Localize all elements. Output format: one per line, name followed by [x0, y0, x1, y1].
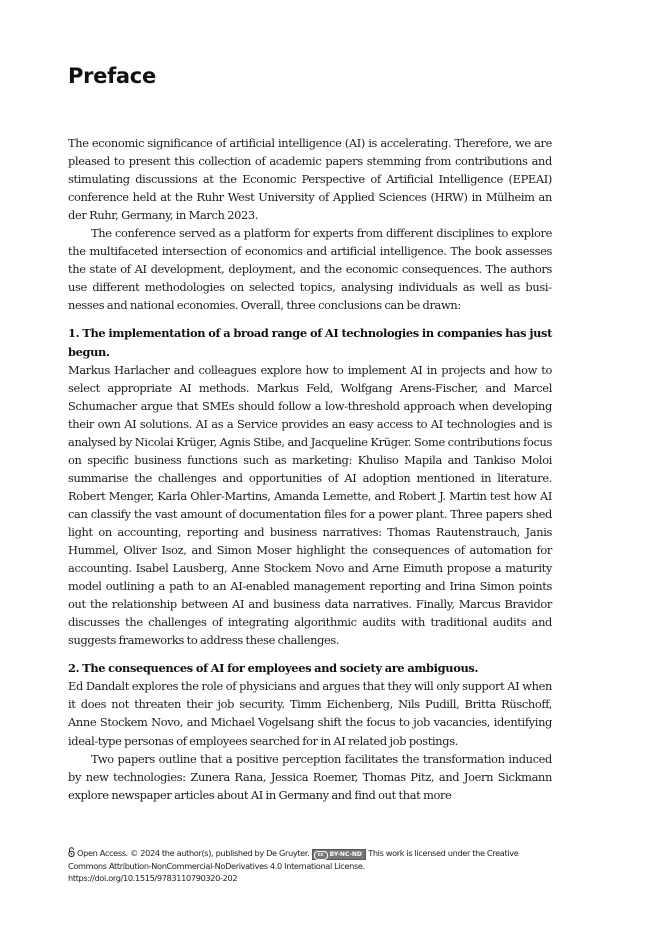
intro-paragraph-1: The economic significance of artificial intelligence (AI) is accelerating. Therefore, we are pleased to present this collection of academic papers stemming from contributions and stimulating discussions at the Economic Perspective of Artificial Intelligence (EPEAI) conference held at the Ruhr West University of Applied Sciences (HRW) in Mülheim an der Ruhr, Germany, in March 2023. — [68, 136, 552, 223]
section-heading-2: 2. The consequences of AI for employees and society are ambiguous. — [68, 661, 479, 676]
cc-badge-label: BY-NC-ND — [329, 851, 362, 858]
body-text — [68, 134, 552, 804]
intro-paragraph-2: The conference served as a platform for experts from different disciplines to explore the multifaceted intersection of economics and artificial intelligence. The book assesses the state of AI development, deployment, and the economic consequences. The authors use different methodologies on selected topics, analysing individuals as well as businesses and national economies. Overall, three conclusions can be drawn: — [68, 226, 552, 313]
license-text: This work is licensed under the Creative Commons Attribution-NonCommercial-NoDerivatives 4.0 International License. — [68, 848, 519, 871]
section-1-paragraph-1: Markus Harlacher and colleagues explore how to implement AI in projects and how to select appropriate AI methods. Markus Feld, Wolfgang Arens-Fischer, and Marcel Schumacher argue that SMEs should follow a low-threshold approach when developing their own AI solutions. AI as a Service provides an easy access to AI technologies and is analysed by Nicolai Krüger, Agnis Stibe, and Jacqueline Krüger. Some contributions focus on specific business functions such as marketing: Khuliso Mapila and Tankiso Moloi summarise the challenges and opportunities of AI adoption mentioned in literature. Robert Menger, Karla Ohler-Martins, Amanda Lemette, and Robert J. Martin test how AI can classify the vast amount of documentation files for a power plant. Three papers shed light on accounting, reporting and business narratives: Thomas Rautenstrauch, Janis Hummel, Oliver Isoz, and Simon Moser highlight the consequences of automation for accounting. Isabel Lausberg, Anne Stockem Novo and Arne Eimuth propose a maturity model outlining a path to an AI-enabled management reporting and Irina Simon points out the relationship between AI and business data narratives. Finally, Marcus Bravidor discusses the challenges of integrating algorithmic audits with traditional audits and suggests frameworks to address these challenges. — [68, 362, 552, 648]
footer — [68, 847, 558, 884]
footer-license-line — [68, 847, 558, 872]
page-title: Preface — [68, 64, 156, 88]
section-2-paragraph-2: Two papers outline that a positive perception facilitates the transformation induced by new technologies: Zunera Rana, Jessica Roemer, Thomas Pitz, and Joern Sickmann explore newspaper articles about AI in Germany and find out that more — [68, 751, 552, 802]
cc-license-badge[interactable] — [312, 849, 366, 860]
doi-link[interactable]: https://doi.org/10.1515/9783110790320-202 — [68, 873, 238, 884]
section-heading-1: 1. The implementation of a broad range of AI technologies in companies has just begun. — [68, 326, 552, 359]
open-access-lock-icon — [68, 847, 75, 857]
section-2-paragraph-1: Ed Dandalt explores the role of physicians and argues that they will only support AI when it does not threaten their job security. Timm Eichenberg, Nils Pudill, Britta Rüschoff, Anne Stockem Novo, and Michael Vogelsang shift the focus to job vacancies, identifying ideal-type personas of employees searched for in AI related job postings. — [68, 679, 552, 748]
cc-icon: cc — [314, 851, 328, 860]
copyright-text: Open Access. © 2024 the author(s), published by De Gruyter. — [77, 848, 310, 858]
